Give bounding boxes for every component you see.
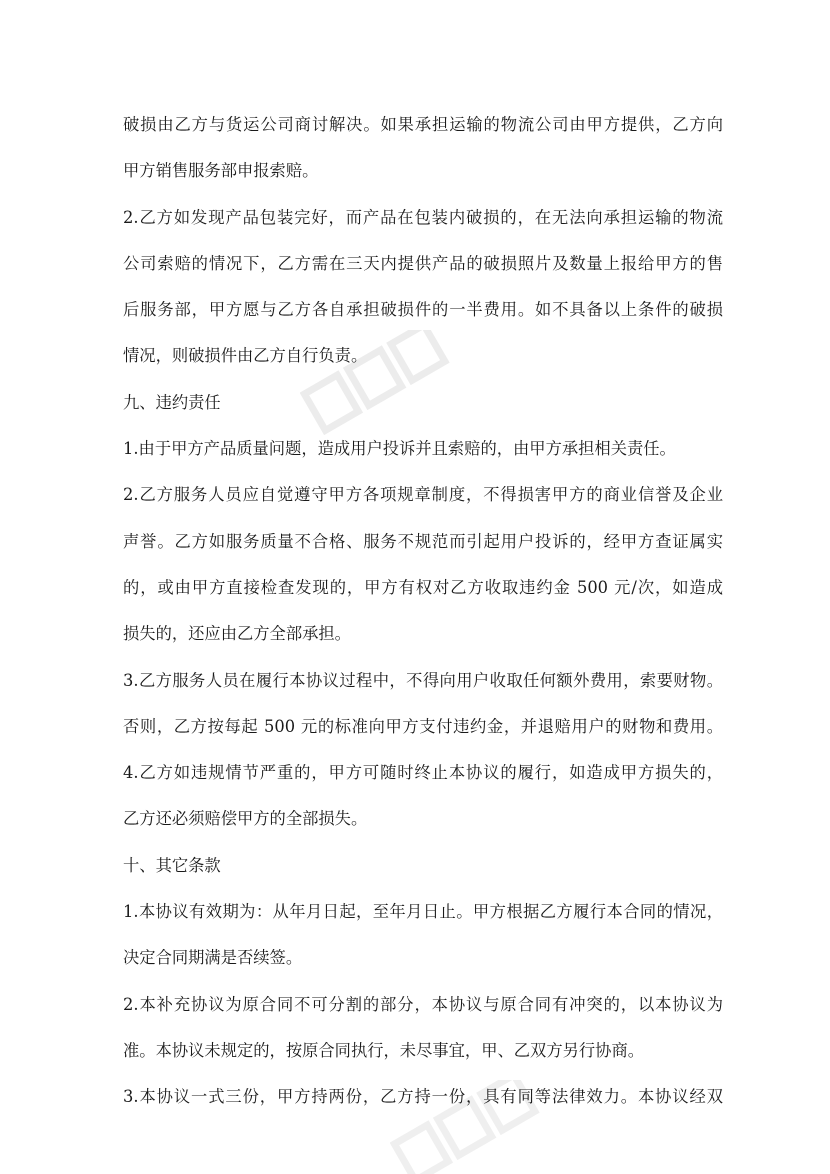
paragraph-line: 声誉。乙方如服务质量不合格、服务不规范而引起用户投诉的，经甲方查证属实 (123, 531, 723, 551)
paragraph-line: 情况，则破损件由乙方自行负责。 (123, 346, 368, 366)
paragraph-line: 损失的，还应由乙方全部承担。 (123, 624, 351, 644)
paragraph-line: 2.本补充协议为原合同不可分割的部分，本协议与原合同有冲突的，以本协议为 (123, 994, 723, 1014)
paragraph-line: 3.本协议一式三份，甲方持两份，乙方持一份，具有同等法律效力。本协议经双 (123, 1087, 723, 1107)
paragraph-line: 甲方销售服务部申报索赔。 (123, 161, 319, 181)
section-heading: 十、其它条款 (123, 855, 221, 875)
paragraph-line: 否则，乙方按每起 500 元的标准向甲方支付违约金，并退赔用户的财物和费用。 (123, 716, 723, 736)
paragraph-line: 准。本协议未规定的，按原合同执行，未尽事宜，甲、乙双方另行协商。 (123, 1040, 645, 1060)
paragraph-line: 1.由于甲方产品质量问题，造成用户投诉并且索赔的，由甲方承担相关责任。 (123, 439, 676, 459)
paragraph-line: 4.乙方如违规情节严重的，甲方可随时终止本协议的履行，如造成甲方损失的， (123, 763, 723, 783)
paragraph-line: 2.乙方服务人员应自觉遵守甲方各项规章制度，不得损害甲方的商业信誉及企业 (123, 485, 723, 505)
paragraph-line: 后服务部，甲方愿与乙方各自承担破损件的一半费用。如不具备以上条件的破损 (123, 300, 723, 320)
paragraph-line: 破损由乙方与货运公司商讨解决。如果承担运输的物流公司由甲方提供，乙方向 (123, 115, 723, 134)
paragraph-line: 2.乙方如发现产品包装完好，而产品在包装内破损的，在无法向承担运输的物流 (123, 207, 723, 227)
section-heading: 九、违约责任 (123, 392, 221, 412)
paragraph-line: 决定合同期满是否续签。 (123, 948, 303, 968)
paragraph-line: 的，或由甲方直接检查发现的，甲方有权对乙方收取违约金 500 元/次，如造成 (123, 577, 723, 597)
paragraph-line: 公司索赔的情况下，乙方需在三天内提供产品的破损照片及数量上报给甲方的售 (123, 253, 723, 273)
document-body (123, 102, 723, 1121)
paragraph-line: 1.本协议有效期为：从年月日起，至年月日止。甲方根据乙方履行本合同的情况， (123, 902, 723, 922)
paragraph-line: 3.乙方服务人员在履行本协议过程中，不得向用户收取任何额外费用，索要财物。 (123, 670, 723, 690)
paragraph-line: 乙方还必须赔偿甲方的全部损失。 (123, 809, 368, 829)
